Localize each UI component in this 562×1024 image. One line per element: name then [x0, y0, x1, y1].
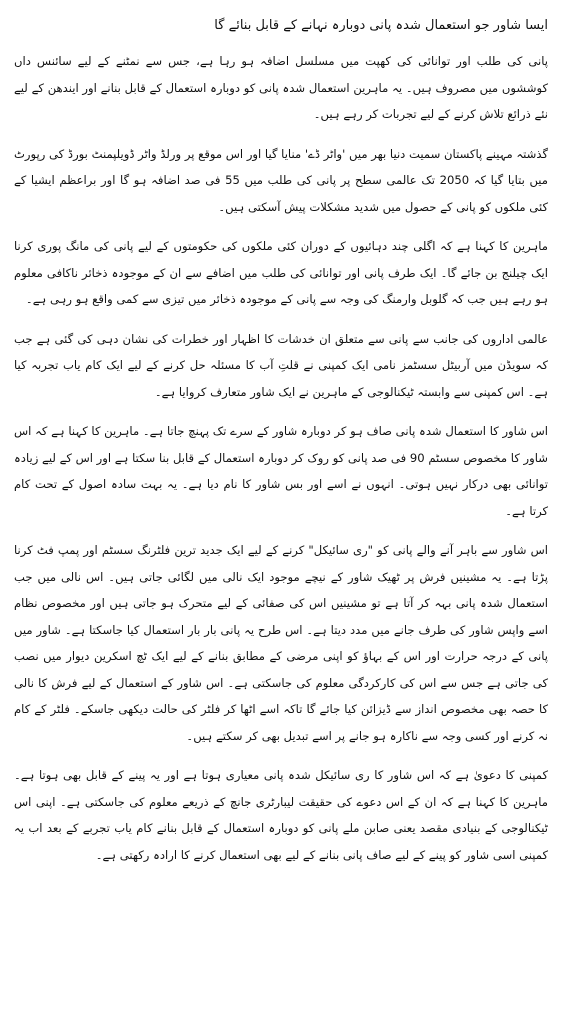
paragraph-4: عالمی اداروں کی جانب سے پانی سے متعلق ان خدشات کا اظہار اور خطرات کی نشان دہی کی گئی ہے جب کہ سویڈن میں آربیٹل سسٹمز نامی ایک کمپنی نے قلتِ آب کا مسئلہ حل کرنے کے لیے ایک کام یاب تجربہ کیا ہے۔ اس کمپنی سے وابستہ ٹیکنالوجی کے ماہرین نے ایک شاور متعارف کروایا ہے۔	[14, 331, 548, 399]
paragraph-7: کمپنی کا دعویٰ ہے کہ اس شاور کا ری سائیکل شدہ پانی معیاری ہوتا ہے اور یہ پینے کے قابل بھی ہوتا ہے۔ ماہرین کا کہنا ہے کہ ان کے اس دعوے کی حقیقت لیبارٹری جانچ کے ذریعے معلوم کی جاسکتی ہے۔ اپنی اس ٹیکنالوجی کے بنیادی مقصد یعنی صابن ملے پانی کو دوبارہ استعمال کے قابل بنانے کام یاب تجربے کے بعد اب یہ کمپنی اسی شاور کو پینے کے لیے صاف پانی بنانے کے لیے بھی استعمال کرنے کا ارادہ رکھتی ہے۔	[14, 768, 548, 862]
paragraph-2: گذشتہ مہینے پاکستان سمیت دنیا بھر میں 'واٹر ڈے' منایا گیا اور اس موقع پر ورلڈ واٹر ڈویلپمنٹ بورڈ کی رپورٹ میں بتایا گیا کہ 2050 تک عالمی سطح پر پانی کی طلب میں 55 فی صد اضافہ ہو گا اور براعظم ایشیا کے کئی ملکوں کو پانی کے حصول میں شدید مشکلات پیش آسکتی ہیں۔	[14, 146, 549, 214]
article-title: ایسا شاور جو استعمال شدہ پانی دوبارہ نہانے کے قابل بنائے گا	[214, 18, 548, 33]
paragraph-5: اس شاور کا استعمال شدہ پانی صاف ہو کر دوبارہ شاور کے سرے تک پہنچ جاتا ہے۔ ماہرین کا کہنا ہے کہ اس شاور کا مخصوص سسٹم 90 فی صد پانی کو روک کر دوبارہ استعمال کے قابل بنا سکتا ہے اور اس کے لیے زیادہ توانائی بھی درکار نہیں ہوتی۔ انہوں نے اسے اور بس شاور کا نام دیا ہے۔ یہ بہت سادہ اصول کے تحت کام کرتا ہے۔	[14, 424, 548, 518]
paragraph-1: پانی کی طلب اور توانائی کی کھپت میں مسلسل اضافہ ہو رہا ہے، جس سے نمٹنے کے لیے سائنس داں کوششوں میں مصروف ہیں۔ یہ ماہرین استعمال شدہ پانی کو دوبارہ استعمال کے قابل بنانے اور ایندھن کے لیے نئے ذرائع تلاش کرنے کے لیے تجربات کر رہے ہیں۔	[14, 54, 548, 121]
paragraph-6: اس شاور سے باہر آنے والے پانی کو "ری سائیکل" کرنے کے لیے ایک جدید ترین فلٹرنگ سسٹم اور پمپ فٹ کرنا پڑتا ہے۔ یہ مشینیں فرش پر ٹھیک شاور کے نیچے موجود ایک نالی میں لگائی جاتی ہیں۔ اس نالی میں جب استعمال شدہ پانی بہہ کر آتا ہے تو مشینیں اس کی صفائی کے لیے متحرک ہو جاتی ہیں اور مخصوص نظام اسے واپس شاور کی طرف جانے میں مدد دیتا ہے۔ اس طرح یہ پانی بار بار استعمال کیا جاسکتا ہے۔ شاور میں پانی کے درجہ حرارت اور اس کے بہاؤ کو اپنی مرضی کے مطابق بنانے کے لیے ایک ٹچ اسکرین دیوار میں نصب کی جاتی ہے جس سے اس کی کارکردگی معلوم کی جاسکتی ہے۔ اس شاور کے استعمال کے لیے فرش کا نالی کا حصہ بھی مخصوص انداز سے ڈیزائن کیا جائے گا تاکہ اسے اٹھا کر فلٹر کی حالت دیکھی جاسکے۔ فلٹر کے کام نہ کرنے اور کسی وجہ سے ناکارہ ہو جانے پر اسے تبدیل بھی کر سکتے ہیں۔	[14, 543, 548, 743]
paragraph-3: ماہرین کا کہنا ہے کہ اگلی چند دہائیوں کے دوران کئی ملکوں کی حکومتوں کے لیے پانی کی مانگ پوری کرنا ایک چیلنج بن جائے گا۔ ایک طرف پانی اور توانائی کی طلب میں اضافے سے ان کے موجودہ ذخائر ناکافی معلوم ہو رہے ہیں جب کہ گلوبل وارمنگ کی وجہ سے پانی کے موجودہ ذخائر میں تیزی سے کمی واقع ہو رہی ہے۔	[14, 239, 548, 306]
